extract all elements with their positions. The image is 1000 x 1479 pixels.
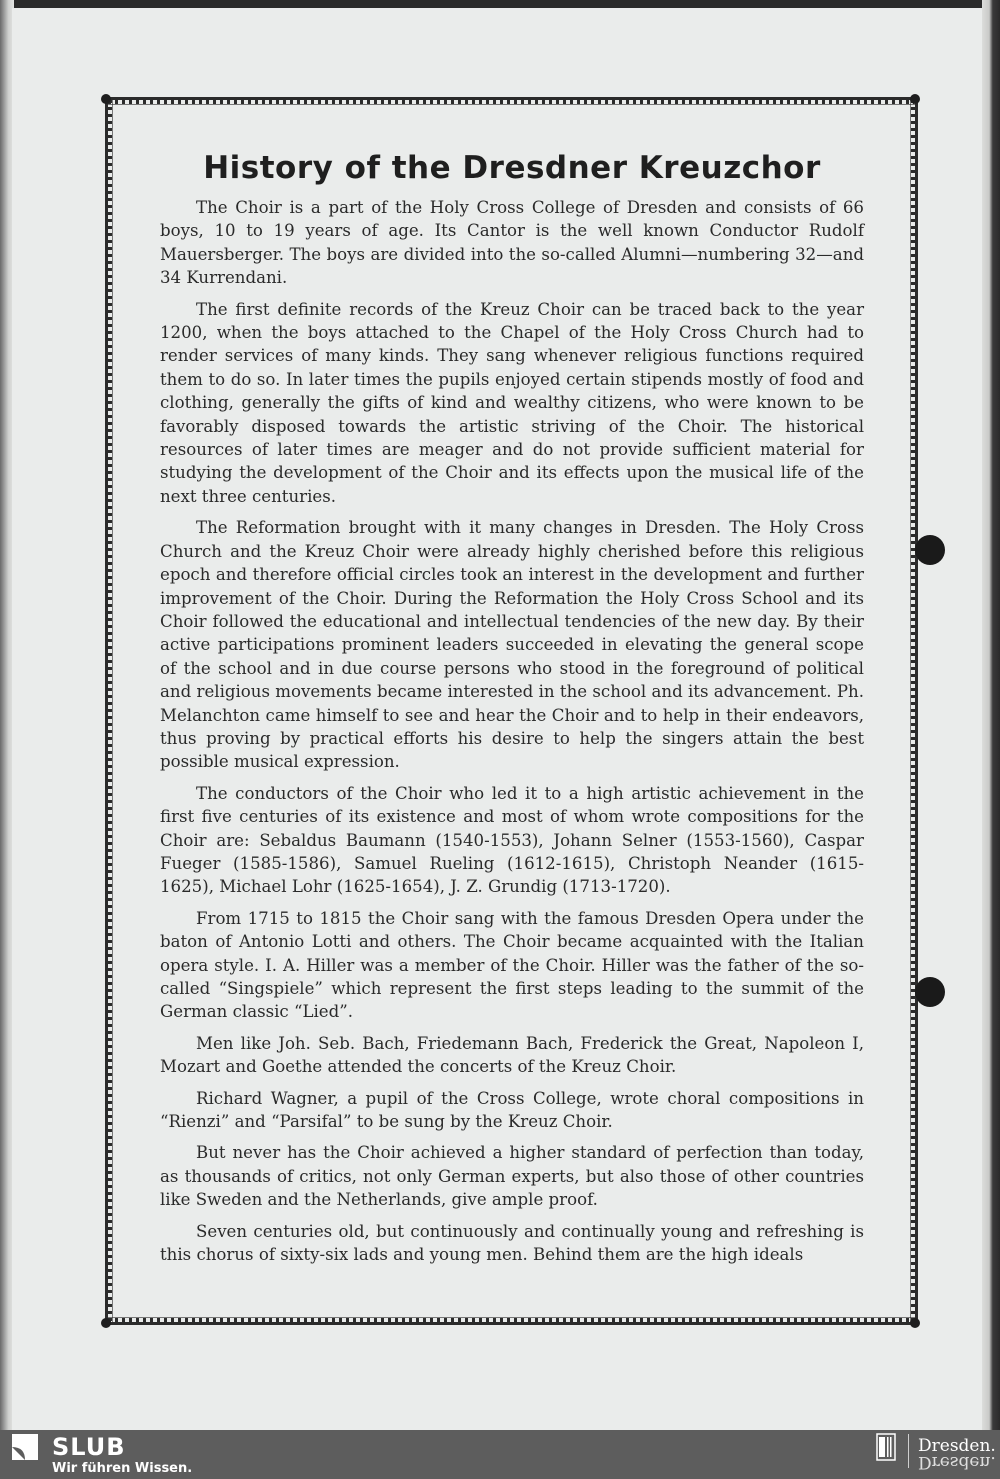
paragraph: From 1715 to 1815 the Choir sang with the famous Dresden Opera under the baton of Antonio Lotti and others. The Choir became acquainted with the Italian opera style. I. A. Hiller was a member of the Choir. Hiller was the father of the so-called “Singspiele” which represent the first steps leading to the summit of the German classic “Lied”.: [160, 908, 864, 1022]
corner-dot-icon: [101, 94, 111, 104]
paragraph: The Reformation brought with it many changes in Dresden. The Holy Cross Church and the Kreuz Choir were already highly cherished before this religious epoch and therefore official circles took an interest in the development and further improvement of the Choir. During the Reformation the Holy Cross School and its Choir followed the educational and intellectual tendencies of the new day. By their active participations prominent leaders succeeded in elevating the general scope of the school and in due course persons who stood in the foreground of political and religious movements became interested in the school and its advancement. Ph. Melanchton came himself to see and hear the Choir and to help in their endeavors, thus proving by practical efforts his desire to help the singers attain the best possible musical expression.: [160, 518, 864, 772]
dresden-crest-icon[interactable]: [876, 1433, 896, 1461]
footer-divider: [908, 1434, 909, 1468]
corner-dot-icon: [101, 1318, 111, 1328]
border-top-ornament: [108, 98, 914, 104]
corner-dot-icon: [910, 1318, 920, 1328]
partner-name-reflection: Dresden.: [918, 1452, 996, 1472]
slub-logo-icon[interactable]: [12, 1434, 38, 1460]
page-title: History of the Dresdner Kreuzchor: [203, 150, 821, 186]
border-left-ornament: [106, 100, 112, 1322]
punch-hole: [915, 977, 945, 1007]
punch-hole: [915, 535, 945, 565]
border-right-ornament: [911, 100, 917, 1322]
partner-name[interactable]: Dresden.: [918, 1436, 996, 1456]
paragraph: Richard Wagner, a pupil of the Cross College, wrote choral compositions in “Rienzi” and “Parsifal” to be sung by the Kreuz Choir.: [160, 1088, 864, 1132]
library-name[interactable]: SLUB: [52, 1433, 126, 1461]
library-slogan: Wir führen Wissen.: [52, 1461, 193, 1476]
border-left-inner-line: [112, 97, 113, 1325]
paragraph: Seven centuries old, but continuously and continually young and refreshing is this chorus of sixty-six lads and young men. Behind them are the high ideals: [160, 1221, 864, 1265]
page-content: [160, 140, 864, 1274]
scan-edge-top: [0, 0, 1000, 8]
border-bottom-ornament: [108, 1318, 914, 1324]
border-top-inner-line: [105, 104, 918, 105]
paragraph: The first definite records of the Kreuz Choir can be traced back to the year 1200, when the boys attached to the Chapel of the Holy Cross Church had to render services of many kinds. They sang whenever religious functions required them to do so. In later times the pupils enjoyed certain stipends mostly of food and clothing, generally the gifts of kind and wealthy citizens, who were known to be favorably disposed towards the artistic striving of the Choir. The historical resources of later times are meager and do not provide sufficient material for studying the development of the Choir and its effects upon the musical life of the next three centuries.: [160, 299, 864, 506]
scan-edge-right: [982, 0, 1000, 1430]
corner-dot-icon: [910, 94, 920, 104]
paragraph: The Choir is a part of the Holy Cross College of Dresden and consists of 66 boys, 10 to 19 years of age. Its Cantor is the well known Conductor Rudolf Mauersberger. The boys are divided into the so-called Alumni—numbering 32—and 34 Kurrendani.: [160, 198, 864, 288]
paragraph: But never has the Choir achieved a higher standard of perfection than today, as thousands of critics, not only German experts, but also those of other countries like Sweden and the Netherlands, give ample proof.: [160, 1143, 864, 1210]
paragraph: The conductors of the Choir who led it to a high artistic achievement in the first five centuries of its existence and most of whom wrote compositions for the Choir are: Sebaldus Baumann (1540-1553), Johann Selner (1553-1560), Caspar Fueger (1585-1586), Samuel Rueling (1612-1615), Christoph Neander (1615-1625), Michael Lohr (1625-1654), J. Z. Grundig (1713-1720).: [160, 783, 864, 897]
paragraph: Men like Joh. Seb. Bach, Friedemann Bach, Frederick the Great, Napoleon I, Mozart and Goethe attended the concerts of the Kreuz Choir.: [160, 1033, 864, 1077]
